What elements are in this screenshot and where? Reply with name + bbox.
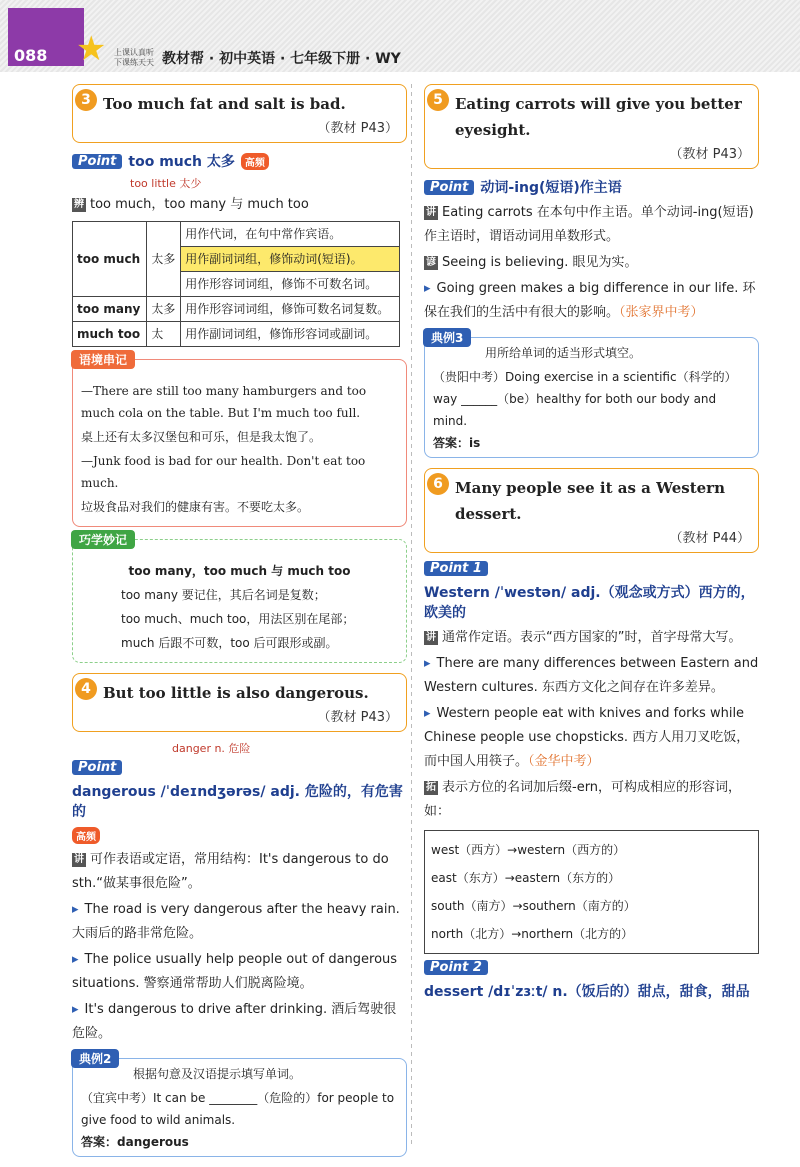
exercise-instruction: 根据句意及汉语提示填写单词。	[133, 1067, 302, 1081]
context-line: 桌上还有太多汉堡包和可乐，但是我太饱了。	[81, 430, 322, 444]
point-title: 动词-ing(短语)作主语	[480, 180, 622, 196]
explanation: 讲 Eating carrots 在本句中作主语。单个动词-ing(短语)作主语时，谓语动词用单数形式。	[424, 205, 754, 244]
memo-title: too many，too much 与 much too	[128, 564, 351, 578]
jiang-icon: 讲	[426, 631, 436, 643]
point-tag: Point 1	[424, 561, 488, 576]
tuo-icon: 拓	[426, 781, 436, 793]
topic-source: （教材 P43）	[317, 710, 398, 725]
table-row: too many 太多 用作形容词词组，修饰可数名词复数。	[73, 297, 400, 322]
exercise-answer: 答案：dangerous	[81, 1135, 189, 1149]
memo-box	[72, 533, 407, 663]
left-column	[72, 84, 407, 1167]
suffix-box	[424, 830, 759, 954]
point-dessert	[424, 960, 759, 1001]
example-sentence: ▸ Going green makes a big difference in our life. 环保在我们的生活中有很大的影响。（张家界中考）	[424, 277, 759, 325]
point-western	[424, 561, 759, 622]
memo-line: much 后跟不可数，too 后可跟形或副。	[121, 636, 338, 650]
right-column	[424, 84, 759, 1005]
point-title: dangerous /ˈdeɪndʒərəs/ adj. 危险的，有危害的	[72, 784, 403, 820]
point-dangerous	[72, 760, 407, 844]
exercise-answer: 答案：is	[433, 436, 481, 450]
point-title: too much 太多	[128, 154, 235, 170]
suffix-line: west（西方）→western（西方的）	[431, 843, 626, 857]
bian-icon: 辨	[74, 198, 84, 210]
memo-tag: 巧学妙记	[71, 530, 135, 549]
derivation-note: danger n. 危险	[172, 742, 251, 755]
context-tag: 语境串记	[71, 350, 135, 369]
topic-sentence: But too little is also dangerous.	[103, 684, 369, 702]
memo-line: too many 要记住，其后名词是复数；	[121, 588, 326, 602]
point-tag: Point	[424, 180, 474, 195]
antonym-note: too little 太少	[130, 177, 202, 190]
topic-source: （教材 P44）	[669, 531, 750, 546]
yan-icon: 谚	[426, 256, 436, 268]
column-divider	[411, 84, 412, 1144]
point-title: Western /ˈwestən/ adj.（观念或方式）西方的，欧美的	[424, 585, 755, 621]
book-title: 教材帮 · 初中英语 · 七年级下册 · WY	[162, 51, 401, 67]
suffix-line: north（北方）→northern（北方的）	[431, 927, 634, 941]
point-too-much	[72, 151, 407, 171]
example-sentence: ▸ It's dangerous to drive after drinking. 酒后驾驶很危险。	[72, 998, 407, 1046]
exercise-box-2	[72, 1052, 407, 1157]
context-line: —There are still too many hamburgers and too much cola on the table. But I'm much too full.	[81, 384, 367, 420]
proverb: 谚 Seeing is believing. 眼见为实。	[426, 255, 638, 270]
exercise-tag: 典例2	[71, 1049, 119, 1068]
topic-number: 4	[75, 678, 97, 700]
topic-6	[424, 468, 759, 553]
explanation: 讲 通常作定语。表示“西方国家的”时，首字母常大写。	[426, 630, 742, 645]
table-row: 用作形容词词组，修饰不可数名词。	[73, 272, 400, 297]
jiang-icon: 讲	[426, 206, 436, 218]
context-line: 垃圾食品对我们的健康有害。不要吃太多。	[81, 500, 310, 514]
jiang-icon: 讲	[74, 853, 84, 865]
topic-3	[72, 84, 407, 143]
table-row: too much 太多 用作代词，在句中常作宾语。	[73, 222, 400, 247]
topic-number: 3	[75, 89, 97, 111]
topic-sentence: Eating carrots will give you better eyesight.	[455, 95, 742, 139]
usage-table	[72, 221, 400, 347]
topic-source: （教材 P43）	[317, 121, 398, 136]
topic-sentence: Too much fat and salt is bad.	[103, 95, 346, 113]
exercise-question: （贵阳中考）Doing exercise in a scientific（科学的）way ______（be）healthy for both our body and mind.	[433, 370, 737, 428]
extension-note: 拓 表示方位的名词加后缀-ern，可构成相应的形容词，如：	[424, 780, 742, 819]
point-tag: Point	[72, 154, 122, 169]
point-ing-subject	[424, 177, 759, 197]
point-tag: Point	[72, 760, 122, 775]
table-row: 用作副词词组，修饰动词(短语)。	[73, 247, 400, 272]
frequency-badge: 高频	[241, 153, 269, 170]
page-header	[0, 0, 800, 72]
exercise-box-3	[424, 331, 759, 458]
point-title: dessert /dɪˈzɜːt/ n.（饭后的）甜点，甜食，甜品	[424, 984, 750, 1000]
context-box	[72, 353, 407, 527]
exercise-instruction: 用所给单词的适当形式填空。	[485, 346, 642, 360]
star-mascot-icon: ★	[76, 29, 107, 69]
table-row: much too 太 用作副词词组，修饰形容词或副词。	[73, 322, 400, 347]
topic-source: （教材 P43）	[669, 147, 750, 162]
example-sentence: ▸ The police usually help people out of dangerous situations. 警察通常帮助人们脱离险境。	[72, 948, 407, 996]
topic-number: 5	[427, 89, 449, 111]
example-sentence: ▸ Western people eat with knives and forks while Chinese people use chopsticks. 西方人用刀叉吃饭，而中国人用筷子。（金华中考）	[424, 702, 759, 774]
explanation: 讲 可作表语或定语，常用结构：It's dangerous to do sth.“做某事很危险”。	[72, 852, 389, 891]
suffix-line: south（南方）→southern（南方的）	[431, 899, 636, 913]
example-sentence: ▸ There are many differences between Eastern and Western cultures. 东西方文化之间存在许多差异。	[424, 652, 759, 700]
topic-sentence: Many people see it as a Western dessert.	[455, 479, 725, 523]
exercise-tag: 典例3	[423, 328, 471, 347]
topic-5	[424, 84, 759, 169]
point-tag: Point 2	[424, 960, 488, 975]
topic-4	[72, 673, 407, 732]
slogan-tag: 上课认真听 下课练天天	[114, 48, 154, 67]
memo-line: too much、much too，用法区别在尾部；	[121, 612, 355, 626]
frequency-badge: 高频	[72, 827, 100, 844]
comparison-heading: 辨 too much，too many 与 much too	[74, 197, 309, 212]
page-number: 088	[14, 46, 48, 65]
exercise-question: （宜宾中考）It can be ________（危险的）for people to give food to wild animals.	[81, 1091, 395, 1127]
example-sentence: ▸ The road is very dangerous after the heavy rain. 大雨后的路非常危险。	[72, 898, 407, 946]
context-line: —Junk food is bad for our health. Don't eat too much.	[81, 454, 366, 490]
suffix-line: east（东方）→eastern（东方的）	[431, 871, 621, 885]
topic-number: 6	[427, 473, 449, 495]
